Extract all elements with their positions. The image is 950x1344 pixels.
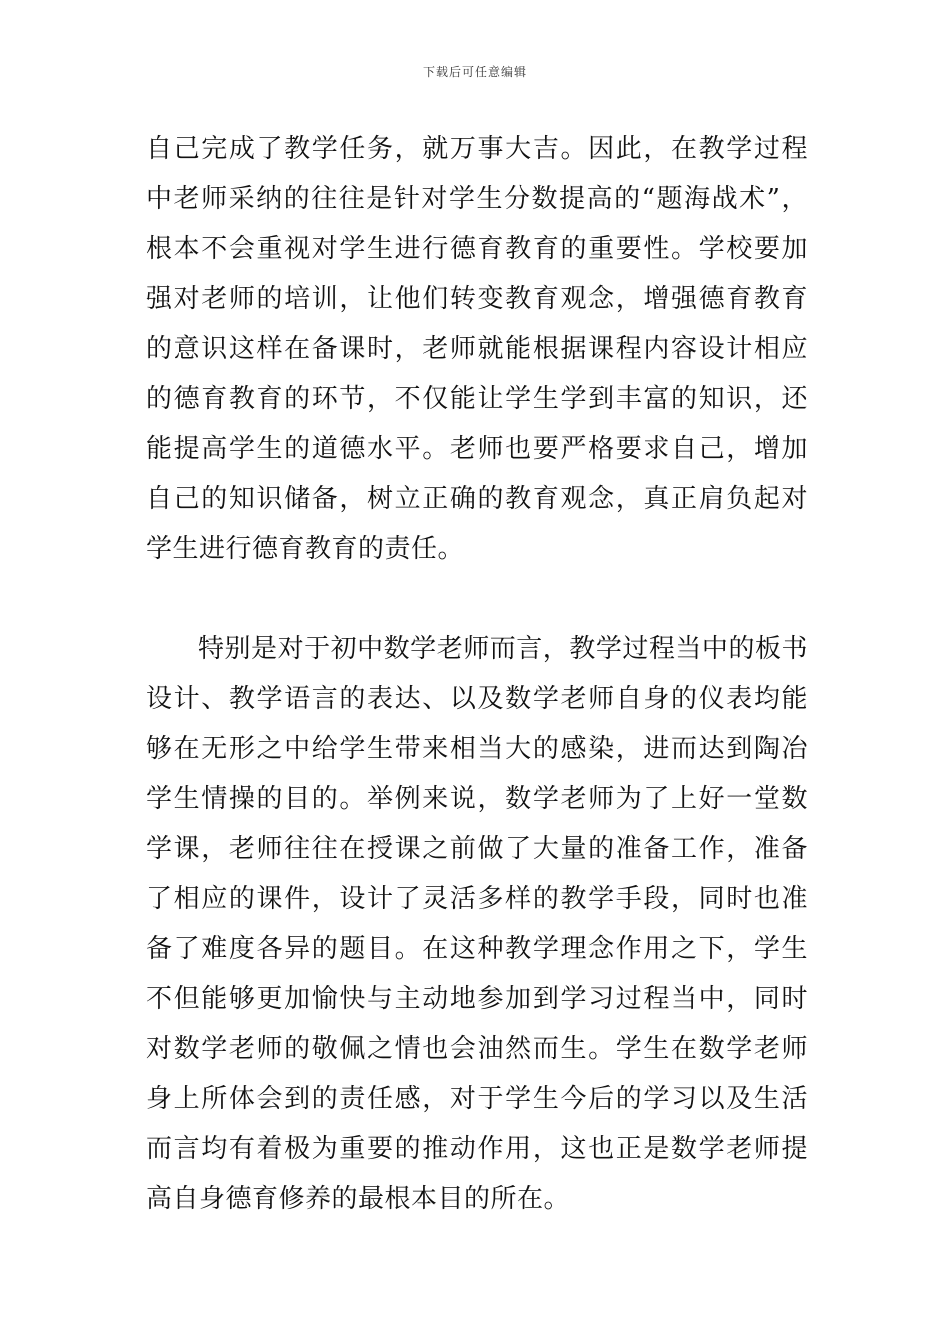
document-body [146, 124, 808, 1224]
paragraph-1: 自己完成了教学任务，就万事大吉。因此，在教学过程中老师采纳的往往是针对学生分数提高的“题海战术”，根本不会重视对学生进行德育教育的重要性。学校要加强对老师的培训，让他们转变教育观念，增强德育教育的意识这样在备课时，老师就能根据课程内容设计相应的德育教育的环节，不仅能让学生学到丰富的知识，还能提高学生的道德水平。老师也要严格要求自己，增加自己的知识储备，树立正确的教育观念，真正肩负起对学生进行德育教育的责任。 [146, 134, 808, 564]
paragraph-2: 特别是对于初中数学老师而言，教学过程当中的板书设计、教学语言的表达、以及数学老师自身的仪表均能够在无形之中给学生带来相当大的感染，进而达到陶冶学生情操的目的。举例来说，数学老师为了上好一堂数学课，老师往往在授课之前做了大量的准备工作，准备了相应的课件，设计了灵活多样的教学手段，同时也准备了难度各异的题目。在这种教学理念作用之下，学生不但能够更加愉快与主动地参加到学习过程当中，同时对数学老师的敬佩之情也会油然而生。学生在数学老师身上所体会到的责任感，对于学生今后的学习以及生活而言均有着极为重要的推动作用，这也正是数学老师提高自身德育修养的最根本目的所在。 [146, 634, 808, 1214]
paragraph-gap [146, 574, 808, 624]
page-header: 下载后可任意编辑 [422, 65, 527, 79]
